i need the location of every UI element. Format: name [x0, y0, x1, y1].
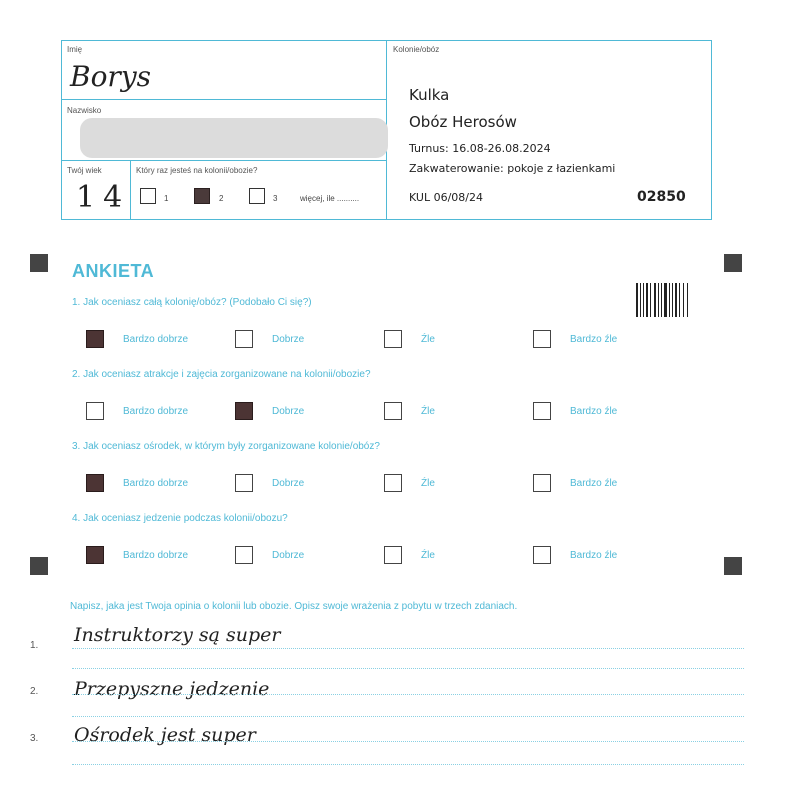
- q3-option-label-2: Dobrze: [272, 478, 305, 489]
- barcode-bar: [650, 283, 651, 317]
- q4-option-label-3: Źle: [421, 550, 435, 561]
- barcode-bar: [679, 283, 680, 317]
- registration-marker-bottom-left: [30, 557, 48, 575]
- barcode-bar: [683, 283, 684, 317]
- barcode-bar: [687, 283, 688, 317]
- registration-marker-top-right: [724, 254, 742, 272]
- imie-value[interactable]: Borys: [70, 60, 152, 93]
- barcode-bar: [658, 283, 659, 317]
- opinion-dotline-1a: [72, 648, 744, 649]
- opinion-line-number-1: 1.: [30, 640, 39, 651]
- barcode-bar: [664, 283, 666, 317]
- q2-checkbox-3[interactable]: [384, 402, 402, 420]
- opinion-prompt: Napisz, jaka jest Twoja opinia o kolonii lub obozie. Opisz swoje wrażenia z pobytu w trzech zdaniach.: [70, 601, 518, 612]
- opinion-dotline-3a: [72, 741, 744, 742]
- visit-checkbox-1[interactable]: [140, 188, 156, 204]
- barcode-bar: [661, 283, 663, 317]
- q1-checkbox-3[interactable]: [384, 330, 402, 348]
- divider-nazwisko: [61, 160, 387, 161]
- q4-option-label-2: Dobrze: [272, 550, 305, 561]
- q2-checkbox-4[interactable]: [533, 402, 551, 420]
- kolonie-label: Kolonie/obóz: [393, 45, 440, 54]
- camp-code: KUL 06/08/24: [409, 191, 483, 204]
- opinion-line-number-3: 3.: [30, 733, 39, 744]
- q1-option-label-1: Bardzo dobrze: [123, 334, 189, 345]
- opinion-dotline-3b: [72, 764, 744, 765]
- zakwaterowanie-text: Zakwaterowanie: pokoje z łazienkami: [409, 162, 616, 175]
- q4-checkbox-2[interactable]: [235, 546, 253, 564]
- q4-checkbox-1[interactable]: [86, 546, 104, 564]
- q1-option-label-4: Bardzo źle: [570, 334, 618, 345]
- q4-checkbox-4[interactable]: [533, 546, 551, 564]
- q3-option-label-3: Źle: [421, 478, 435, 489]
- q2-checkbox-1[interactable]: [86, 402, 104, 420]
- visit-option-3: 3: [273, 194, 278, 203]
- question-1: 1. Jak oceniasz całą kolonię/obóz? (Podobało Ci się?): [72, 297, 312, 308]
- q1-checkbox-2[interactable]: [235, 330, 253, 348]
- q3-checkbox-4[interactable]: [533, 474, 551, 492]
- q1-checkbox-1[interactable]: [86, 330, 104, 348]
- q2-option-label-2: Dobrze: [272, 406, 305, 417]
- visit-checkbox-2[interactable]: [194, 188, 210, 204]
- q3-checkbox-3[interactable]: [384, 474, 402, 492]
- ktory-raz-label: Który raz jesteś na kolonii/obozie?: [136, 166, 258, 175]
- survey-title: ANKIETA: [72, 261, 155, 281]
- q4-checkbox-3[interactable]: [384, 546, 402, 564]
- visit-checkbox-3[interactable]: [249, 188, 265, 204]
- q3-option-label-4: Bardzo źle: [570, 478, 618, 489]
- barcode-bar: [646, 283, 648, 317]
- visit-option-2: 2: [219, 194, 224, 203]
- opinion-answer-1[interactable]: Instruktorzy są super: [74, 624, 281, 646]
- opinion-answer-2[interactable]: Przepyszne jedzenie: [74, 678, 270, 700]
- q3-checkbox-2[interactable]: [235, 474, 253, 492]
- question-4: 4. Jak oceniasz jedzenie podczas kolonii/obozu?: [72, 513, 288, 524]
- opinion-line-number-2: 2.: [30, 686, 39, 697]
- question-3: 3. Jak oceniasz ośrodek, w którym były zorganizowane kolonie/obóz?: [72, 441, 380, 452]
- barcode-bar: [643, 283, 644, 317]
- question-2: 2. Jak oceniasz atrakcje i zajęcia zorganizowane na kolonii/obozie?: [72, 369, 371, 380]
- nazwisko-label: Nazwisko: [67, 106, 102, 115]
- q2-checkbox-2[interactable]: [235, 402, 253, 420]
- divider-imie: [61, 99, 387, 100]
- kolonie-name: Kulka: [409, 86, 450, 104]
- barcode-bar: [675, 283, 677, 317]
- wiek-value[interactable]: 14: [76, 180, 131, 215]
- q3-checkbox-1[interactable]: [86, 474, 104, 492]
- wiek-label: Twój wiek: [67, 166, 102, 175]
- q1-option-label-3: Źle: [421, 334, 435, 345]
- q2-option-label-1: Bardzo dobrze: [123, 406, 189, 417]
- opinion-dotline-1b: [72, 668, 744, 669]
- barcode-bar: [636, 283, 638, 317]
- q2-option-label-4: Bardzo źle: [570, 406, 618, 417]
- q4-option-label-4: Bardzo źle: [570, 550, 618, 561]
- q1-checkbox-4[interactable]: [533, 330, 551, 348]
- barcode-bar: [672, 283, 673, 317]
- barcode-bar: [654, 283, 656, 317]
- q3-option-label-1: Bardzo dobrze: [123, 478, 189, 489]
- registration-marker-top-left: [30, 254, 48, 272]
- oboz-name: Obóz Herosów: [409, 113, 517, 131]
- turnus-text: Turnus: 16.08-26.08.2024: [409, 142, 551, 155]
- registration-marker-bottom-right: [724, 557, 742, 575]
- barcode: [636, 283, 690, 317]
- form-number: 02850: [637, 189, 686, 205]
- visit-option-wiecej: więcej, ile ..........: [300, 194, 360, 203]
- q1-option-label-2: Dobrze: [272, 334, 305, 345]
- q2-option-label-3: Źle: [421, 406, 435, 417]
- q4-option-label-1: Bardzo dobrze: [123, 550, 189, 561]
- imie-label: Imię: [67, 45, 83, 54]
- barcode-bar: [669, 283, 670, 317]
- nazwisko-redacted: [80, 118, 388, 158]
- barcode-bar: [640, 283, 641, 317]
- opinion-dotline-2b: [72, 716, 744, 717]
- opinion-dotline-2a: [72, 694, 744, 695]
- visit-option-1: 1: [164, 194, 169, 203]
- opinion-answer-3[interactable]: Ośrodek jest super: [74, 724, 256, 746]
